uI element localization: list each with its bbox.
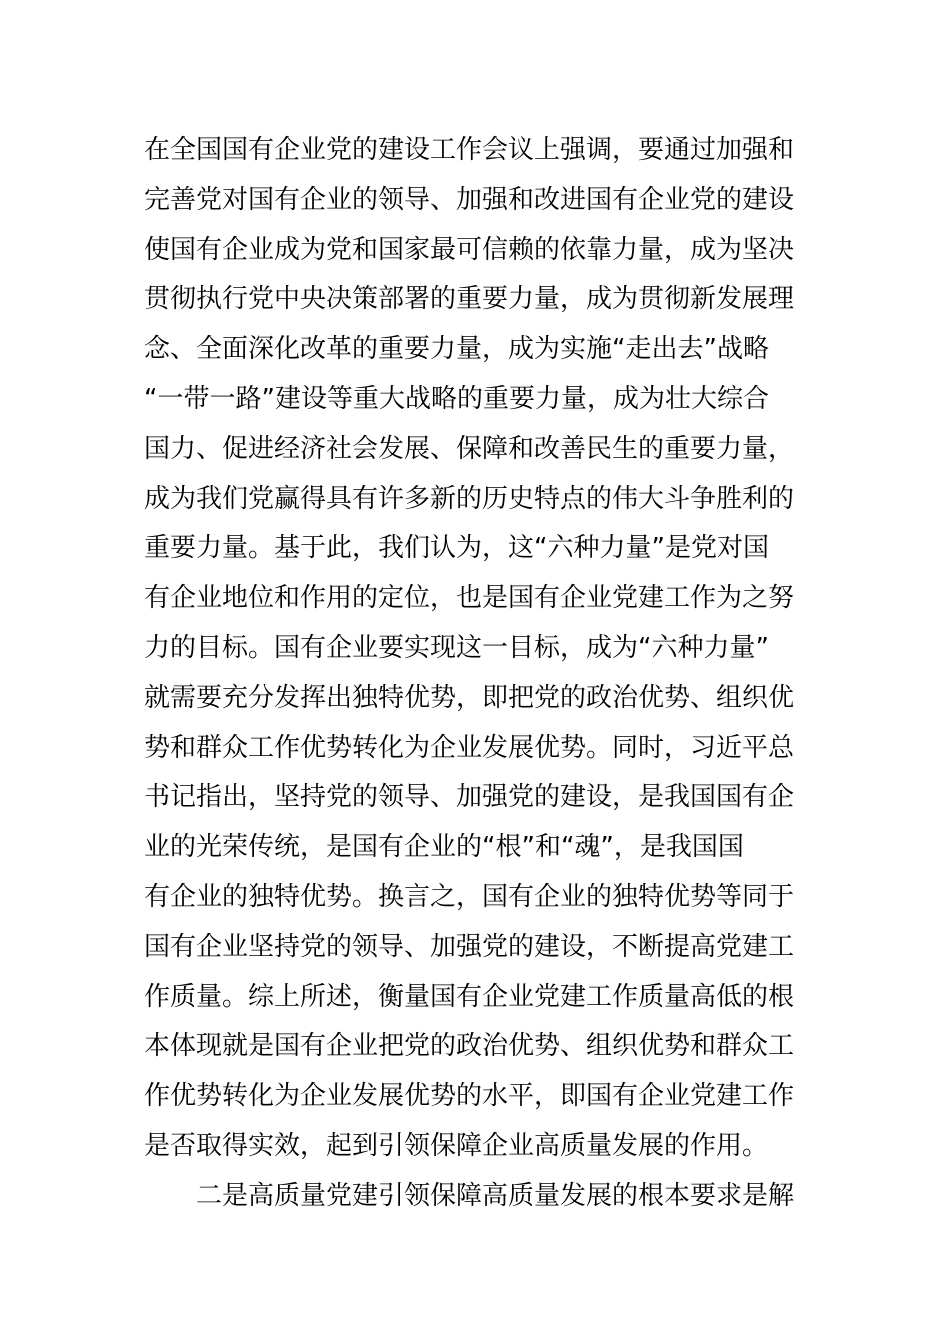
- document-body: [144, 126, 814, 1222]
- text-line: 业的光荣传统，是国有企业的“根”和“魂”，是我国国: [144, 832, 744, 863]
- text-line: 在全国国有企业党的建设工作会议上强调，要通过加强和: [144, 135, 795, 165]
- text-line: 就需要充分发挥出独特优势，即把党的政治优势、组织优: [144, 682, 795, 713]
- text-line: 二是高质量党建引领保障高质量发展的根本要求是解: [196, 1180, 795, 1211]
- text-line: “一带一路”建设等重大战略的重要力量，成为壮大综合: [144, 383, 769, 414]
- text-line: 使国有企业成为党和国家最可信赖的依靠力量，成为坚决: [144, 234, 795, 265]
- text-line: 完善党对国有企业的领导、加强和改进国有企业党的建设: [144, 184, 795, 215]
- paragraph-1: [144, 126, 814, 1172]
- text-line: 本体现就是国有企业把党的政治优势、组织优势和群众工: [144, 1031, 795, 1062]
- text-line: 贯彻执行党中央决策部署的重要力量，成为贯彻新发展理: [144, 284, 795, 315]
- text-line: 力的目标。国有企业要实现这一目标，成为“六种力量”: [144, 632, 769, 663]
- text-line: 重要力量。基于此，我们认为，这“六种力量”是党对国: [144, 533, 769, 564]
- text-line: 是否取得实效，起到引领保障企业高质量发展的作用。: [144, 1130, 769, 1161]
- text-line: 念、全面深化改革的重要力量，成为实施“走出去”战略: [144, 334, 769, 365]
- text-line: 作质量。综上所述，衡量国有企业党建工作质量高低的根: [144, 981, 795, 1012]
- text-line: 书记指出，坚持党的领导、加强党的建设，是我国国有企: [144, 782, 795, 813]
- text-line: 作优势转化为企业发展优势的水平，即国有企业党建工作: [144, 1081, 795, 1112]
- text-line: 成为我们党赢得具有许多新的历史特点的伟大斗争胜利的: [144, 483, 795, 514]
- text-line: 有企业的独特优势。换言之，国有企业的独特优势等同于: [144, 881, 795, 912]
- text-line: 有企业地位和作用的定位，也是国有企业党建工作为之努: [144, 583, 795, 614]
- text-line: 势和群众工作优势转化为企业发展优势。同时，习近平总: [144, 732, 795, 763]
- text-line: 国有企业坚持党的领导、加强党的建设，不断提高党建工: [144, 931, 795, 962]
- text-line: 国力、促进经济社会发展、保障和改善民生的重要力量，: [144, 433, 795, 464]
- paragraph-2: [144, 1172, 814, 1222]
